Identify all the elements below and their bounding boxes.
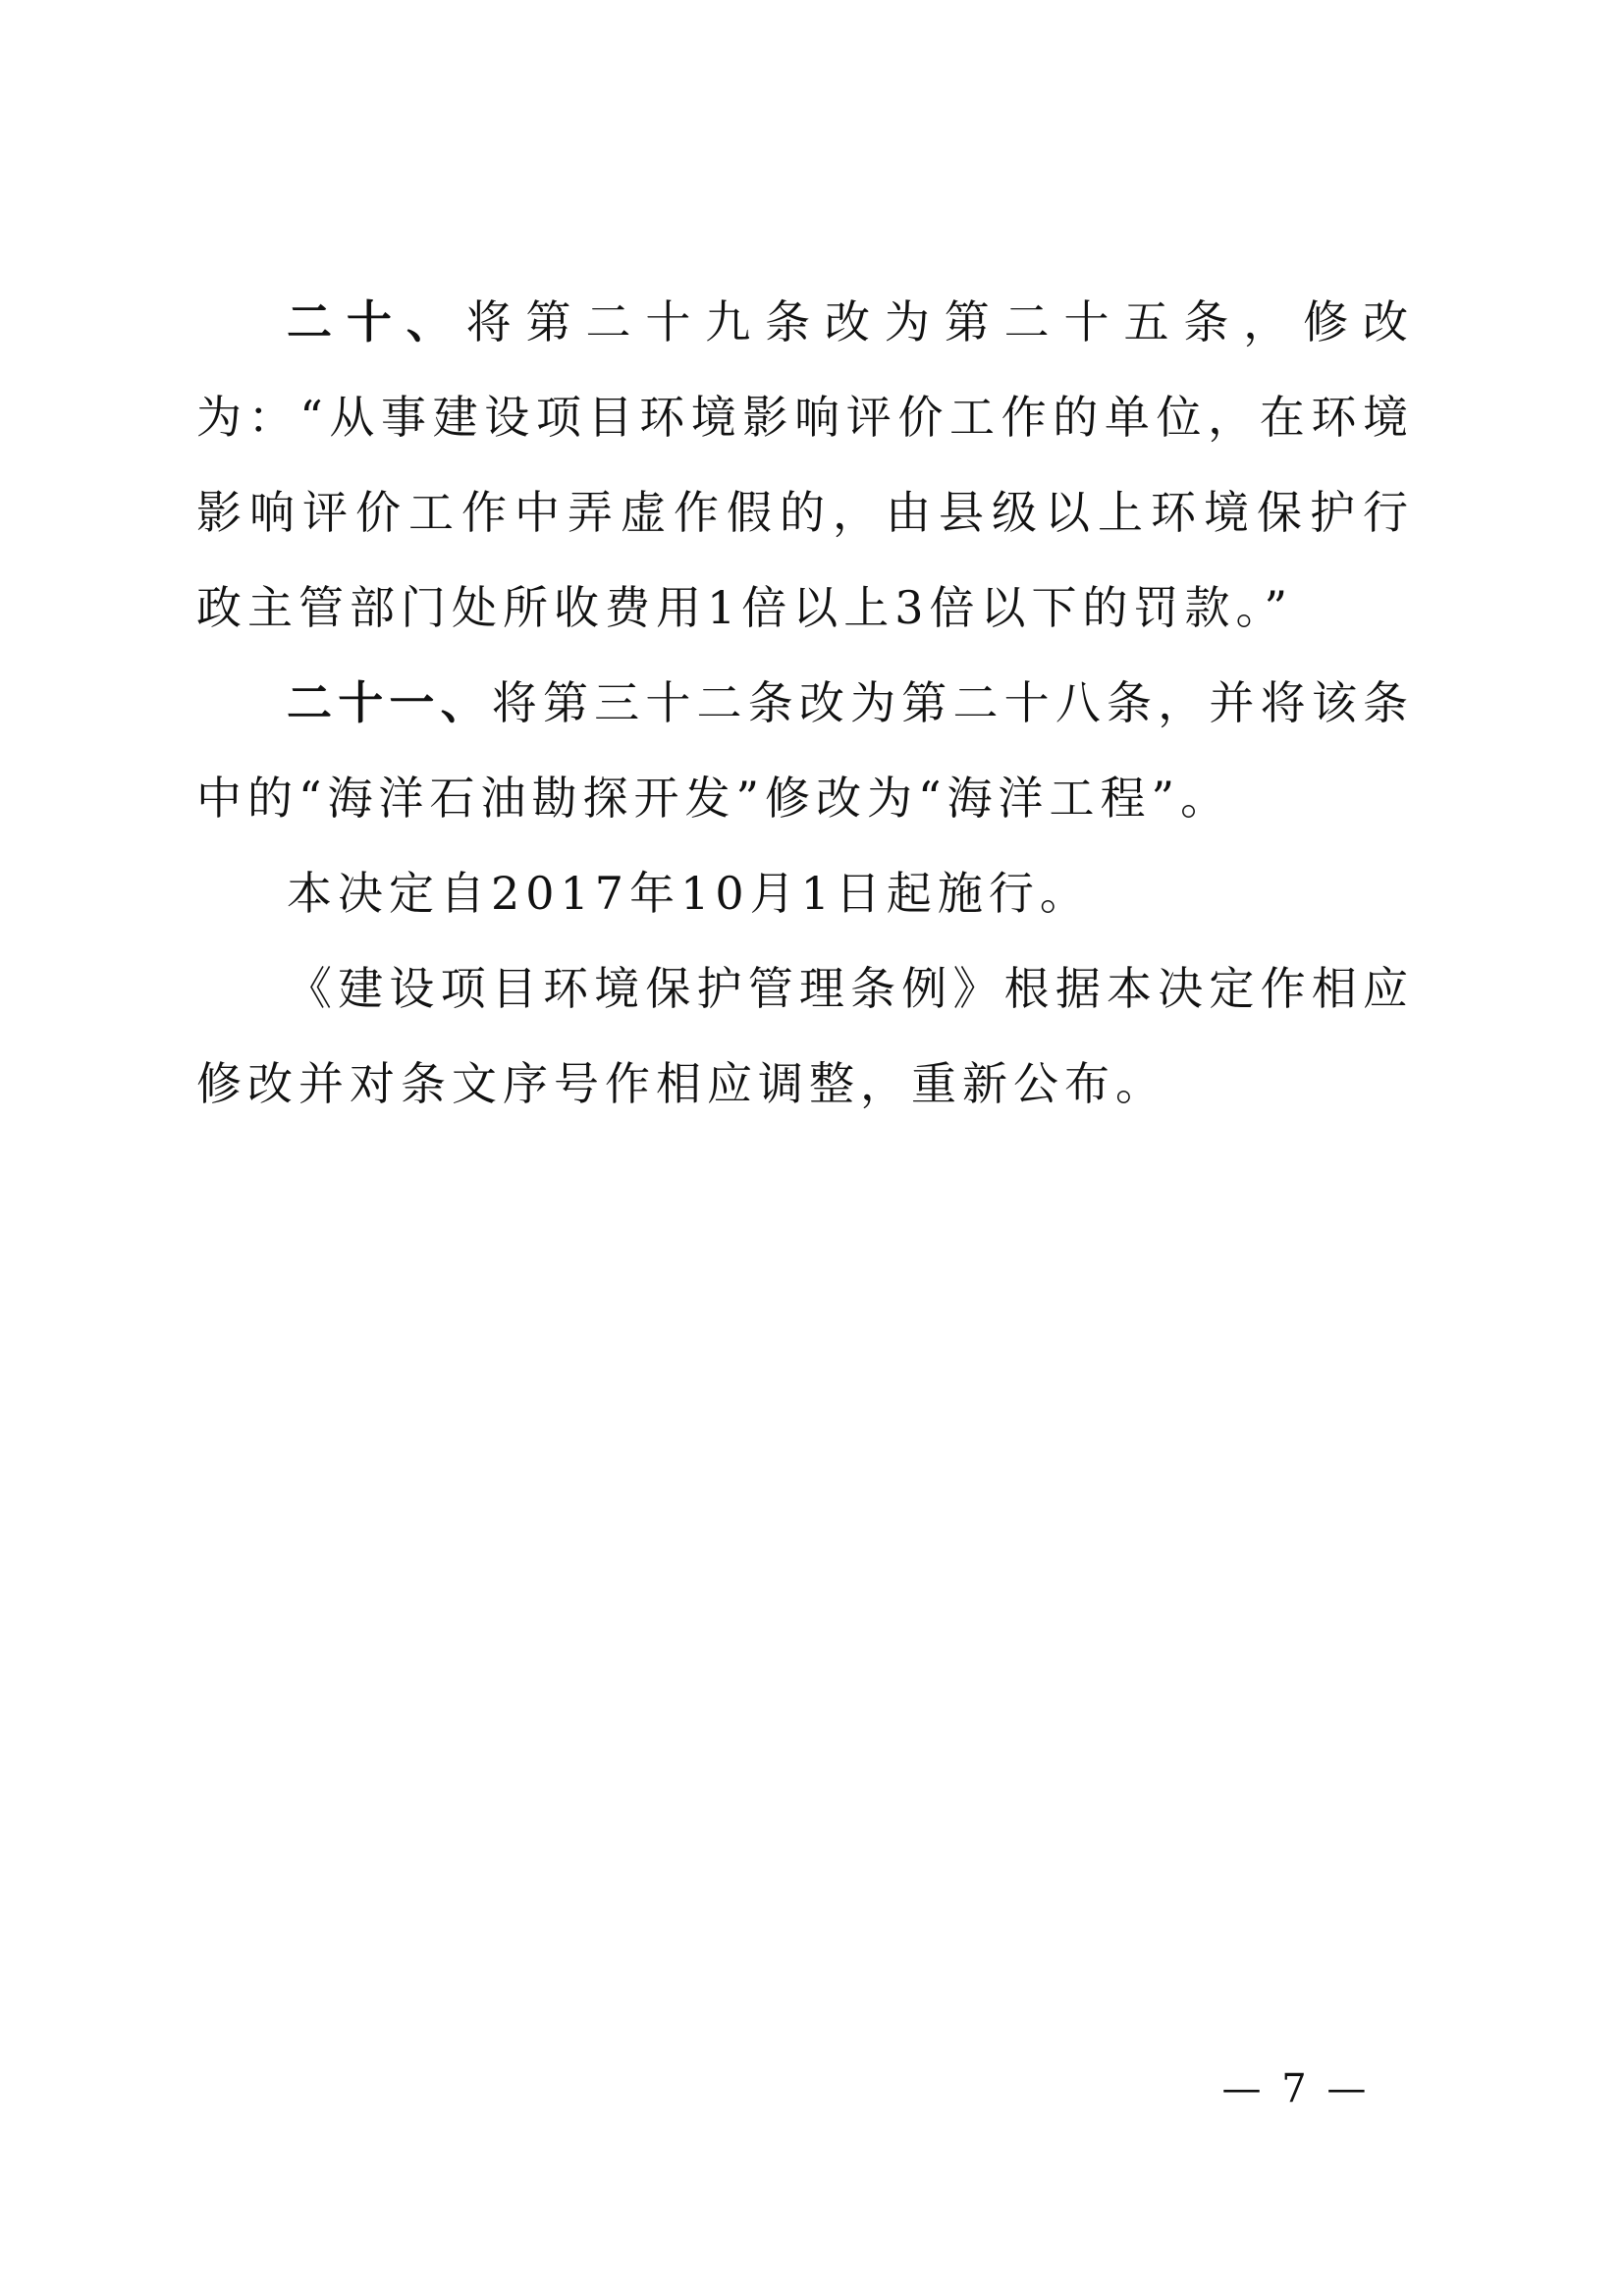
paragraph-article-20 — [196, 275, 1414, 656]
paragraph-text: 将第三十二条改为第二十八条，并将该条中的“海洋石油勘探开发”修改为“海洋工程”。 — [196, 676, 1415, 825]
page-number: — 7 — — [1221, 2066, 1371, 2111]
paragraph-text: 本决定自2017年10月1日起施行。 — [287, 867, 1091, 920]
paragraph-republication — [196, 941, 1414, 1132]
paragraph-article-21 — [196, 656, 1414, 846]
document-body — [196, 275, 1414, 1132]
paragraph-effective-date — [196, 846, 1414, 941]
paragraph-text: 《建设项目环境保护管理条例》根据本决定作相应修改并对条文序号作相应调整，重新公布。 — [196, 962, 1414, 1110]
paragraph-lead: 二十一、 — [287, 676, 492, 729]
paragraph-text: 将第二十九条改为第二十五条，修改为：“从事建设项目环境影响评价工作的单位，在环境影响评价工作中弄虚作假的，由县级以上环境保护行政主管部门处所收费用1倍以上3倍以下的罚款。” — [196, 295, 1415, 634]
paragraph-lead: 二十、 — [287, 295, 466, 348]
